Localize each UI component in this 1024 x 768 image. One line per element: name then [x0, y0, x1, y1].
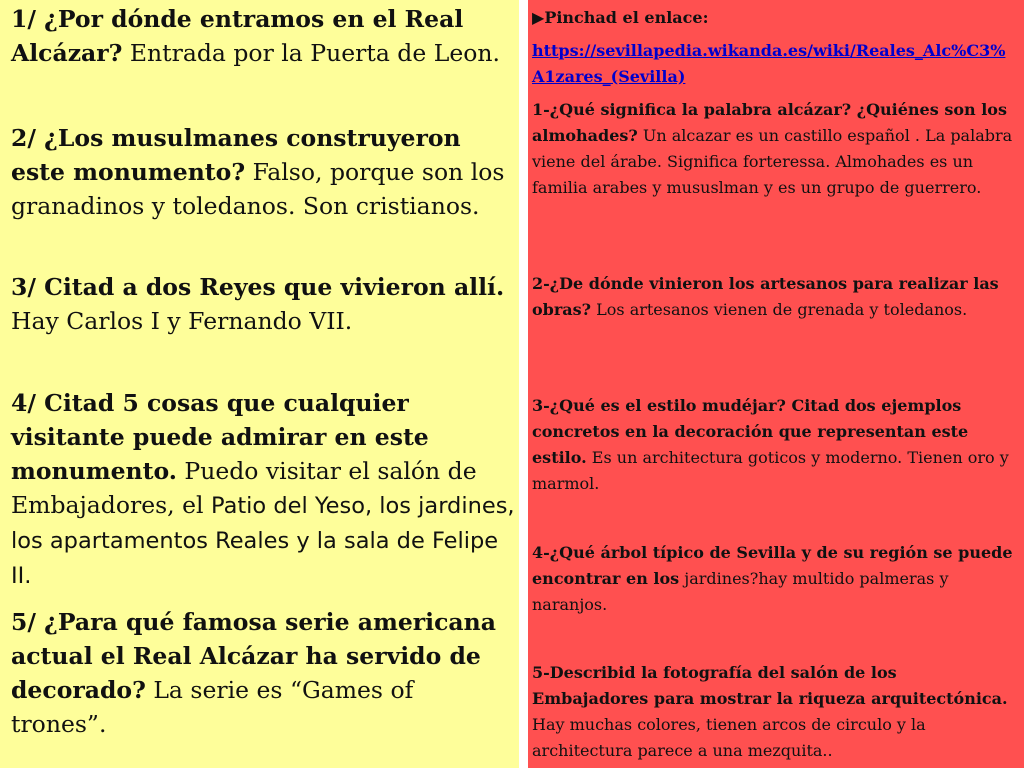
link-block: [532, 38, 1014, 90]
link-intro: [532, 5, 1014, 31]
left-answer-5: La serie es “Games of trones”.: [11, 676, 414, 738]
link-intro-label: Pinchad el enlace:: [544, 8, 709, 27]
left-question-1: [11, 2, 515, 70]
arrow-icon: ▶: [532, 8, 545, 27]
right-question-3: [532, 393, 1014, 497]
left-answer-4-continued: Patio del Yeso, los jardines, los apartamentos Reales y la sala de Felipe II.: [11, 493, 515, 589]
left-question-2: [11, 121, 515, 223]
sevillapedia-link[interactable]: https://sevillapedia.wikanda.es/wiki/Reales_Alc%C3%A1zares_(Sevilla): [532, 41, 1006, 86]
right-question-2-text: 2-¿De dónde vinieron los artesanos para realizar las obras?: [532, 274, 999, 319]
right-question-1-text: 1-¿Qué significa la palabra alcázar? ¿Quiénes son los almohades?: [532, 100, 1007, 145]
left-question-5-text: 5/ ¿Para qué famosa serie americana actual el Real Alcázar ha servido de decorado?: [11, 608, 496, 704]
right-question-4-text: 4-¿Qué árbol típico de Sevilla y de su región se puede encontrar en los: [532, 543, 1013, 588]
right-answer-4: jardines?hay multido palmeras y naranjos.: [532, 569, 949, 614]
left-answer-2: Falso, porque son los granadinos y toledanos. Son cristianos.: [11, 158, 505, 220]
left-question-3-text: 3/ Citad a dos Reyes que vivieron allí.: [11, 273, 505, 301]
panel-divider: [519, 0, 528, 768]
left-question-1-text: 1/ ¿Por dónde entramos en el Real Alcázar?: [11, 5, 464, 67]
right-answer-5: Hay muchas colores, tienen arcos de circulo y la architectura parece a una mezquita..: [532, 715, 926, 760]
right-question-2: [532, 271, 1014, 323]
right-question-1: [532, 97, 1014, 201]
left-question-4-text: 4/ Citad 5 cosas que cualquier visitante puede admirar en este monumento.: [11, 389, 429, 485]
right-question-3-text: 3-¿Qué es el estilo mudéjar? Citad dos ejemplos concretos en la decoración que representan este estilo.: [532, 396, 969, 467]
left-question-2-text: 2/ ¿Los musulmanes construyeron este monumento?: [11, 124, 461, 186]
left-answer-3: Hay Carlos I y Fernando VII.: [11, 307, 353, 335]
right-question-5: [532, 660, 1014, 764]
right-question-4: [532, 540, 1014, 618]
left-answer-1: Entrada por la Puerta de Leon.: [122, 39, 500, 67]
left-question-3: [11, 270, 515, 338]
right-answer-2: Los artesanos vienen de grenada y toledanos.: [591, 300, 968, 319]
right-answer-1: Un alcazar es un castillo español . La palabra viene del árabe. Significa forteressa. Almohades es un familia arabes y mususlman y es un grupo de guerrero.: [532, 126, 1013, 197]
right-answer-3: Es un architectura goticos y moderno. Tienen oro y marmol.: [532, 448, 1009, 493]
left-question-5: [11, 605, 515, 741]
left-answer-4: Puedo visitar el salón de Embajadores, el: [11, 457, 477, 519]
left-question-4: [11, 386, 515, 593]
right-question-5-text: 5-Describid la fotografía del salón de los Embajadores para mostrar la riqueza arquitectónica.: [532, 663, 1008, 708]
